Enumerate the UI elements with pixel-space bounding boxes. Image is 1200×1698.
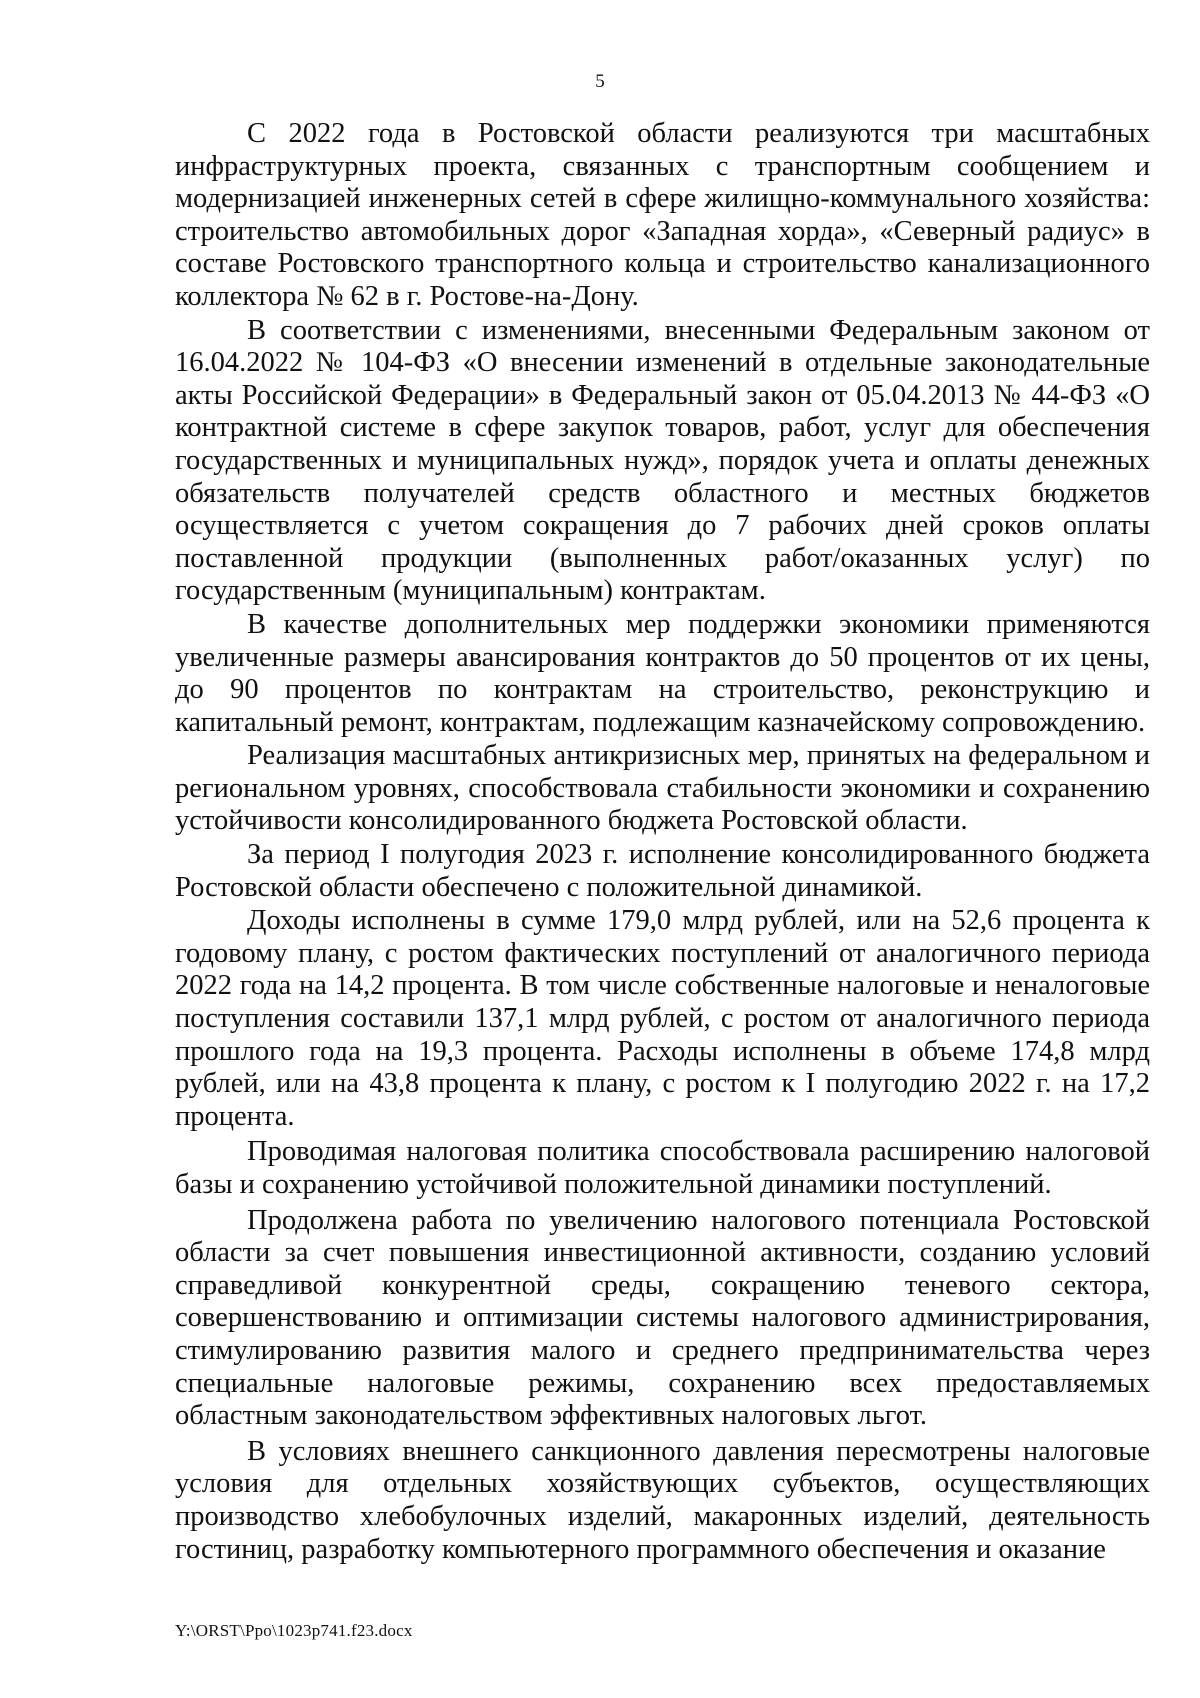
paragraph-anticrisis-measures: Реализация масштабных антикризисных мер, принятых на федеральном и региональном уровнях, способствовала стабильности экономики и сохранению устойчивости консолидированного бюджета Ростовской области. [175,740,1150,837]
paragraph-support-measures: В качестве дополнительных мер поддержки экономики применяются увеличенные размеры авансирования контрактов до 50 процентов от их цены, до 90 процентов по контрактам на строительство, реконструкцию и капитальный ремонт, контрактам, подлежащим казначейскому сопровождению. [175,608,1150,738]
paragraph-budget-execution: За период I полугодия 2023 г. исполнение консолидированного бюджета Ростовской области обеспечено с положительной динамикой. [175,839,1150,903]
document-body [175,118,1150,1567]
footer-file-path: Y:\ORST\Рро\1023р741.f23.docx [175,1621,413,1640]
paragraph-infrastructure-projects: С 2022 года в Ростовской области реализуются три масштабных инфраструктурных проекта, связанных с транспортным сообщением и модернизацией инженерных сетей в сфере жилищно-коммунального хозяйства: строительство автомобильных дорог «Западная хорда», «Северный радиус» в составе Ростовского транспортного кольца и строительство канализационного коллектора № 62 в г. Ростове-на-Дону. [175,118,1150,312]
paragraph-revenues-expenses: Доходы исполнены в сумме 179,0 млрд рублей, или на 52,6 процента к годовому плану, с ростом фактических поступлений от аналогичного периода 2022 года на 14,2 процента. В том числе собственные налоговые и неналоговые поступления составили 137,1 млрд рублей, с ростом от аналогичного периода прошлого года на 19,3 процента. Расходы исполнены в объеме 174,8 млрд рублей, или на 43,8 процента к плану, с ростом к I полугодию 2022 г. на 17,2 процента. [175,905,1150,1132]
paragraph-federal-law-changes: В соответствии с изменениями, внесенными Федеральным законом от 16.04.2022 № 104-ФЗ «О внесении изменений в отдельные законодательные акты Российской Федерации» в Федеральный закон от 05.04.2013 № 44-ФЗ «О контрактной системе в сфере закупок товаров, работ, услуг для обеспечения государственных и муниципальных нужд», порядок учета и оплаты денежных обязательств получателей средств областного и местных бюджетов осуществляется с учетом сокращения до 7 рабочих дней сроков оплаты поставленной продукции (выполненных работ/оказанных услуг) по государственным (муниципальным) контрактам. [175,314,1150,607]
page-number: 5 [595,71,605,92]
paragraph-tax-policy: Проводимая налоговая политика способствовала расширению налоговой базы и сохранению устойчивой положительной динамики поступлений. [175,1136,1150,1200]
paragraph-tax-potential: Продолжена работа по увеличению налогового потенциала Ростовской области за счет повышения инвестиционной активности, созданию условий справедливой конкурентной среды, сокращению теневого сектора, совершенствованию и оптимизации системы налогового администрирования, стимулированию развития малого и среднего предпринимательства через специальные налоговые режимы, сохранению всех предоставляемых областным законодательством эффективных налоговых льгот. [175,1204,1150,1432]
paragraph-sanctions-conditions: В условиях внешнего санкционного давления пересмотрены налоговые условия для отдельных хозяйствующих субъектов, осуществляющих производство хлебобулочных изделий, макаронных изделий, деятельность гостиниц, разработку компьютерного программного обеспечения и оказание [175,1435,1150,1565]
